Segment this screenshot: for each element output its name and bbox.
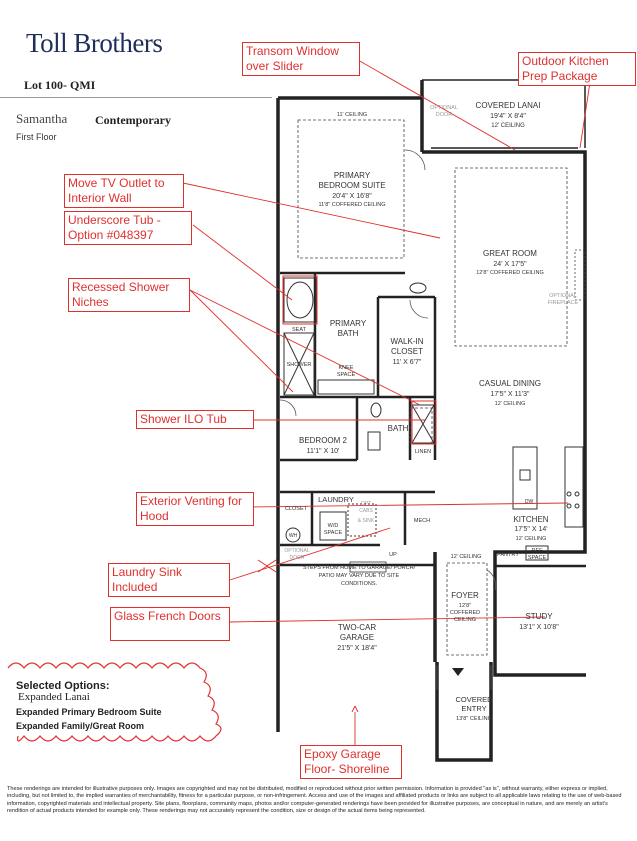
options-title: Selected Options: xyxy=(16,680,110,692)
label-great-1: 24' X 17'5" xyxy=(493,261,527,268)
label-foyer-2: COFFERED xyxy=(449,610,481,616)
label-wic-2: 11' X 6'7" xyxy=(392,359,422,366)
callout-epoxy-garage: Epoxy Garage Floor- Shoreline xyxy=(300,745,402,779)
label-pbath-1: BATH xyxy=(337,329,359,338)
label-study-0: STUDY xyxy=(525,612,553,621)
callout-leaders xyxy=(183,60,590,745)
label-laundry: LAUNDRY xyxy=(318,495,354,504)
label-entry-1: ENTRY xyxy=(461,704,487,713)
elevation-style: Contemporary xyxy=(95,113,171,127)
label-great-2: 12'8" COFFERED CEILING xyxy=(476,270,544,276)
label-pbath-0: PRIMARY xyxy=(329,319,367,328)
label-pantry: PANTRY xyxy=(497,552,519,558)
label-steps-0: STEPS FROM HOME TO GARAGE/ PORCH/ xyxy=(302,565,416,571)
label-dining-2: 12' CEILING xyxy=(494,401,526,407)
label-entry-0: COVERED xyxy=(455,695,493,704)
label-garage-0: TWO-CAR xyxy=(337,623,377,632)
label-lanai-2: 12' CEILING xyxy=(491,123,525,129)
label-dining-0: CASUAL DINING xyxy=(479,379,541,388)
label-bed2-0: BEDROOM 2 xyxy=(298,436,348,445)
label-optcabs-1: CABS xyxy=(359,508,373,514)
callout-french-doors: Glass French Doors xyxy=(110,607,230,641)
callout-underscore-tub: Underscore Tub - Option #048397 xyxy=(64,211,192,245)
label-shower: SHOWER xyxy=(286,362,312,368)
label-foyer-0: FOYER xyxy=(451,591,479,600)
disclaimer-text: These renderings are intended for illustrative purposes only. Images are copyrighted and may not be distributed, modified or reproduced without prior written permission. Information is provided "as is", without warranty, either express or implied, including, but not limited to, the implied warranties of merchantability, fitness for a particular purpose, or non-infringement. Access and use of the images and affiliated products or links are subject to all applicable laws relating to the use of web-based information, copyrighted materials and intellectual property. Site plans, floorplans, community maps, photos and/or computer-generated renderings have been provided for illustrative purposes, are conceptual in nature, and are merely an artist's rendition of actual products intended for example only. These renderings may not accurately represent the condition, size or design of the actual items being represented. xyxy=(7,786,622,815)
callout-laundry-sink: Laundry Sink Included xyxy=(108,563,230,597)
label-up: UP xyxy=(389,552,397,558)
label-wh: WH xyxy=(288,533,298,539)
label-bed2-1: 11'1" X 10' xyxy=(306,448,340,455)
label-ref-0: REF xyxy=(531,548,543,554)
label-foyer-1: 12'8" xyxy=(458,603,472,609)
label-garage-1: GARAGE xyxy=(339,633,375,642)
label-suite-0: 11' CEILING xyxy=(336,112,368,118)
label-optcabs-2: & SINK xyxy=(357,518,375,524)
label-ref-1: SPACE xyxy=(527,555,547,561)
callout-shower-niches: Recessed Shower Niches xyxy=(68,278,190,312)
label-wic-1: CLOSET xyxy=(390,347,424,356)
label-kitchen-0: KITCHEN xyxy=(513,515,549,524)
option-item: Expanded Primary Bedroom Suite xyxy=(16,707,162,717)
label-kitchen-1: 17'5" X 14' xyxy=(514,526,548,533)
label-study-1: 13'1" X 10'8" xyxy=(519,624,559,631)
callout-tv-outlet: Move TV Outlet to Interior Wall xyxy=(64,174,184,208)
label-fire-1: FIREPLACE xyxy=(547,300,579,306)
callout-shower-ilo-tub: Shower ILO Tub xyxy=(136,410,254,429)
label-great-0: GREAT ROOM xyxy=(483,249,537,258)
label-suite-1: PRIMARY xyxy=(333,171,371,180)
label-garage-2: 21'5" X 18'4" xyxy=(337,645,377,652)
label-suite-3: 20'4" X 16'8" xyxy=(332,193,372,200)
label-optdoor-0: OPTIONAL xyxy=(430,105,458,111)
label-closet: CLOSET xyxy=(284,506,308,512)
label-kitchen-2: 12' CEILING xyxy=(515,536,547,542)
label-suite-4: 11'8" COFFERED CEILING xyxy=(318,202,386,208)
label-lanai-0: COVERED LANAI xyxy=(475,101,541,110)
label-wd-1: SPACE xyxy=(323,530,343,536)
floor-label: First Floor xyxy=(16,132,57,142)
label-optdoor-1: DOOR xyxy=(435,112,453,118)
label-bath: BATH xyxy=(387,424,409,433)
label-ceiling12: 12' CEILING xyxy=(450,554,482,560)
option-item: Expanded Family/Great Room xyxy=(16,721,145,731)
label-foyer-3: CEILING xyxy=(453,617,477,623)
callout-transom-window: Transom Window over Slider xyxy=(242,42,360,76)
callout-exterior-venting: Exterior Venting for Hood xyxy=(136,492,254,526)
label-wic-0: WALK-IN xyxy=(390,337,424,346)
label-suite-2: BEDROOM SUITE xyxy=(318,181,386,190)
brand-logo: Toll Brothers xyxy=(26,28,163,58)
label-wd-0: W/D xyxy=(327,523,339,529)
label-optcabs-0: OPT xyxy=(360,501,372,507)
lot-label: Lot 100- QMI xyxy=(24,78,96,92)
model-name: Samantha xyxy=(16,111,68,126)
label-linen: LINEN xyxy=(414,449,432,455)
label-steps-1: PATIO MAY VARY DUE TO SITE xyxy=(318,573,400,579)
callout-outdoor-kitchen: Outdoor Kitchen Prep Package xyxy=(518,52,636,86)
label-steps-2: CONDITIONS. xyxy=(340,581,378,587)
label-optdoor2-1: DOOR xyxy=(289,555,305,561)
label-knee-0: KNEE xyxy=(338,365,354,371)
label-seat: SEAT xyxy=(292,327,306,333)
label-fire-0: OPTIONAL xyxy=(549,293,577,299)
label-knee-1: SPACE xyxy=(336,372,356,378)
option-item: Expanded Lanai xyxy=(18,691,90,703)
label-dining-1: 17'5" X 11'3" xyxy=(490,391,530,398)
label-lanai-1: 19'4" X 8'4" xyxy=(490,113,526,120)
label-mech: MECH xyxy=(413,518,431,524)
label-entry-2: 13'8" CEILING xyxy=(456,716,492,722)
label-optdoor2-0: OPTIONAL xyxy=(284,548,310,554)
entry-arrow xyxy=(452,668,464,676)
label-dw: DW xyxy=(524,499,534,505)
